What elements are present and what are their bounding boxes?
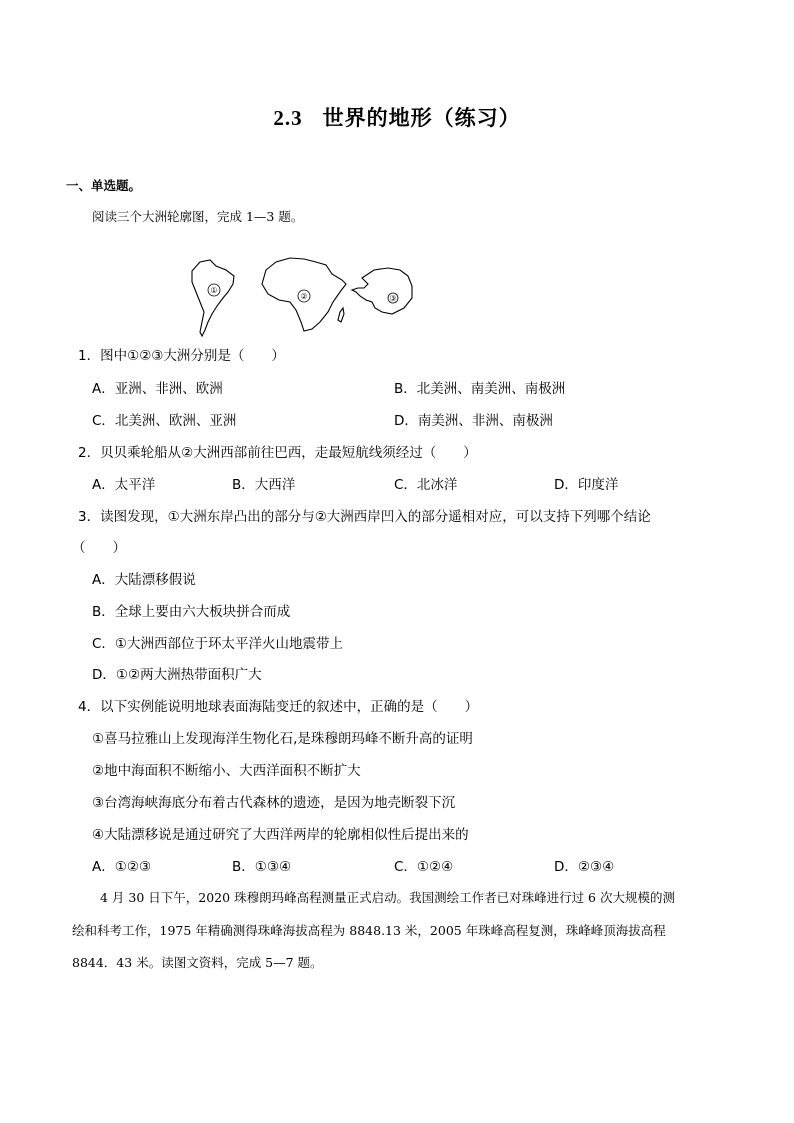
question-2-option-a: A．太平洋	[92, 477, 156, 493]
madagascar-outline	[338, 308, 344, 322]
passage-line-1: 4 月 30 日下午，2020 珠穆朗玛峰高程测量正式启动。我国测绘工作者已对珠峰进行过 6 次大规模的测	[100, 890, 675, 905]
continent-outline-map	[186, 256, 418, 340]
south-america-outline	[192, 260, 234, 336]
question-4-option-b: B．①③④	[232, 859, 292, 875]
question-4-stem: 4．以下实例能说明地球表面海陆变迁的叙述中，正确的是（ ）	[78, 699, 479, 715]
question-1-option-a: A．亚洲、非洲、欧洲	[92, 381, 223, 397]
question-1-option-d: D．南美洲、非洲、南极洲	[394, 413, 553, 429]
title-number: 2.3	[273, 106, 303, 130]
map-label-1: ①	[210, 286, 218, 295]
title-text: 世界的地形（练习）	[322, 106, 521, 130]
passage-line-3: 8844．43 米。读图文资料，完成 5—7 题。	[72, 955, 323, 970]
section-heading: 一、单选题。	[66, 178, 142, 193]
page-title	[0, 102, 794, 132]
intro-text: 阅读三个大洲轮廓图，完成 1—3 题。	[92, 209, 304, 224]
question-4-option-d: D．②③④	[554, 859, 615, 875]
question-2-option-d: D．印度洋	[554, 477, 619, 493]
question-4-statement-4: ④大陆漂移说是通过研究了大西洋两岸的轮廓相似性后提出来的	[92, 827, 469, 843]
passage-line-2: 绘和科考工作，1975 年精确测得珠峰海拔高程为 8848.13 米，2005 年珠峰高程复测，珠峰峰顶海拔高程	[72, 923, 666, 938]
question-4-statement-3: ③台湾海峡海底分布着古代森林的遗迹，是因为地壳断裂下沉	[92, 795, 456, 811]
question-1-option-c: C．北美洲、欧洲、亚洲	[92, 413, 237, 429]
question-2-option-c: C．北冰洋	[394, 477, 458, 493]
antarctica-outline	[352, 268, 412, 314]
question-4-statement-1: ①喜马拉雅山上发现海洋生物化石,是珠穆朗玛峰不断升高的证明	[92, 731, 473, 747]
question-4-option-a: A．①②③	[92, 859, 152, 875]
question-3-option-c: C．①大洲西部位于环太平洋火山地震带上	[92, 636, 344, 652]
question-2-option-b: B．大西洋	[232, 477, 296, 493]
question-3-stem-cont: （ ）	[72, 540, 126, 556]
question-4-option-c: C．①②④	[394, 859, 454, 875]
question-3-option-d: D．①②两大洲热带面积广大	[92, 667, 262, 683]
question-3-stem: 3．读图发现，①大洲东岸凸出的部分与②大洲西岸凹入的部分遥相对应，可以支持下列哪个结论	[78, 509, 651, 525]
question-3-option-b: B．全球上要由六大板块拼合而成	[92, 604, 291, 620]
question-1-stem: 1．图中①②③大洲分别是（ ）	[78, 348, 285, 364]
question-3-option-a: A．大陆漂移假说	[92, 572, 196, 588]
question-4-statement-2: ②地中海面积不断缩小、大西洋面积不断扩大	[92, 763, 361, 779]
question-2-stem: 2．贝贝乘轮船从②大洲西部前往巴西，走最短航线须经过（ ）	[78, 445, 477, 461]
map-label-2: ②	[300, 292, 308, 301]
map-label-3: ③	[389, 294, 397, 303]
question-1-option-b: B．北美洲、南美洲、南极洲	[394, 381, 566, 397]
